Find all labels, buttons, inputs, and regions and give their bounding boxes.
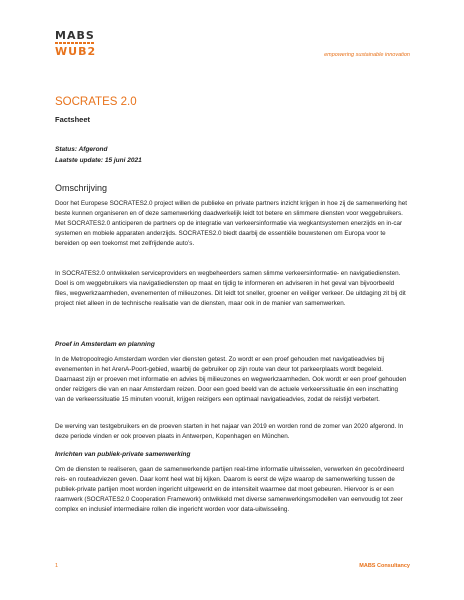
tagline: empowering sustainable innovation [324, 52, 410, 58]
mabs-logo [55, 30, 97, 60]
update-line: Laatste update: 15 juni 2021 [55, 157, 142, 164]
status-line: Status: Afgerond [55, 146, 108, 153]
logo-line-2: WUB2 [55, 45, 97, 58]
paragraph-5: Om de diensten te realiseren, gaan de samenwerkende partijen real-time informatie uitwisselen, verwerken én gecoördineerd reis- en routeadviezen geven. Daar komt heel wat bij kijken. Daarom is eerst de wijze waarop de samenwerking tussen de publiek-private partijen moet worden ingericht uitgewerkt en de intensiteit waarmee dat moet gebeuren. Hiervoor is er een raamwerk (SOCRATES2.0 Cooperation Framework) ontwikkeld met diverse samenwerkingsmodellen van eenvoudig tot zeer complex en inclusief intermediaire rollen die ingericht worden voor data-uitwisseling. [55, 466, 404, 513]
document-title: SOCRATES 2.0 [55, 96, 137, 108]
footer-company: MABS Consultancy [359, 563, 410, 569]
paragraph-4: De werving van testgebruikers en de proeven starten in het najaar van 2019 en worden rond de zomer van 2020 afgerond. In deze periode vinden er ook proeven plaats in Antwerpen, Kopenhagen en München. [55, 423, 404, 440]
logo-divider [55, 42, 95, 44]
subhead-amsterdam: Proef in Amsterdam en planning [55, 341, 155, 348]
paragraph-3: In de Metropoolregio Amsterdam worden vier diensten getest. Zo wordt er een proef gehouden met navigatieadvies bij evenementen in het ArenA-Poort-gebied, waarbij de gebruiker op zijn route van deur tot parkeerplaats wordt begeleid. Daarnaast zijn er proeven met informatie en advies bij milieuzones en wegwerkzaamheden. Ook wordt er een proef gehouden onder reizigers die van en naar Amsterdam reizen. Door een goed beeld van de actuele verkeerssituatie én een inschatting van de verkeerssituatie 15 minuten vooruit, krijgen reizigers een optimaal navigatieadvies, zodat de reistijd verbetert. [55, 356, 407, 403]
paragraph-1: Door het Europese SOCRATES2.0 project willen de publieke en private partners inzicht krijgen in hoe zij de samenwerking het beste kunnen organiseren en of deze samenwerking daadwerkelijk leidt tot betere en slimmere diensten voor weggebruikers. Met SOCRATES2.0 anticiperen de partners op de integratie van verkeersinformatie via wegkantsystemen enerzijds en in-car systemen en mobiele apparaten anderzijds. SOCRATES2.0 biedt daarbij de essentiële bouwstenen om Europa voor te bereiden op een toekomst met zelfrijdende auto’s. [55, 200, 407, 247]
logo-line-1: MABS [55, 29, 95, 42]
document-subtitle: Factsheet [55, 115, 91, 124]
subhead-samenwerking: Inrichten van publiek-private samenwerking [55, 451, 191, 458]
paragraph-2: In SOCRATES2.0 ontwikkelen serviceproviders en wegbeheerders samen slimme verkeersinformatie- en navigatiediensten. Doel is om weggebruikers via navigatiediensten op maat en tijdig te informeren en adviseren in het geval van bijvoorbeeld files, wegwerkzaamheden, evenementen of milieuzones. Dit leidt tot sneller, groener en veiliger verkeer. De uitdaging zit bij dit project niet alleen in de technische realisatie van de diensten, maar ook in de manier van samenwerken. [55, 270, 406, 307]
section-title: Omschrijving [55, 183, 108, 193]
page-number: 1 [55, 563, 59, 569]
